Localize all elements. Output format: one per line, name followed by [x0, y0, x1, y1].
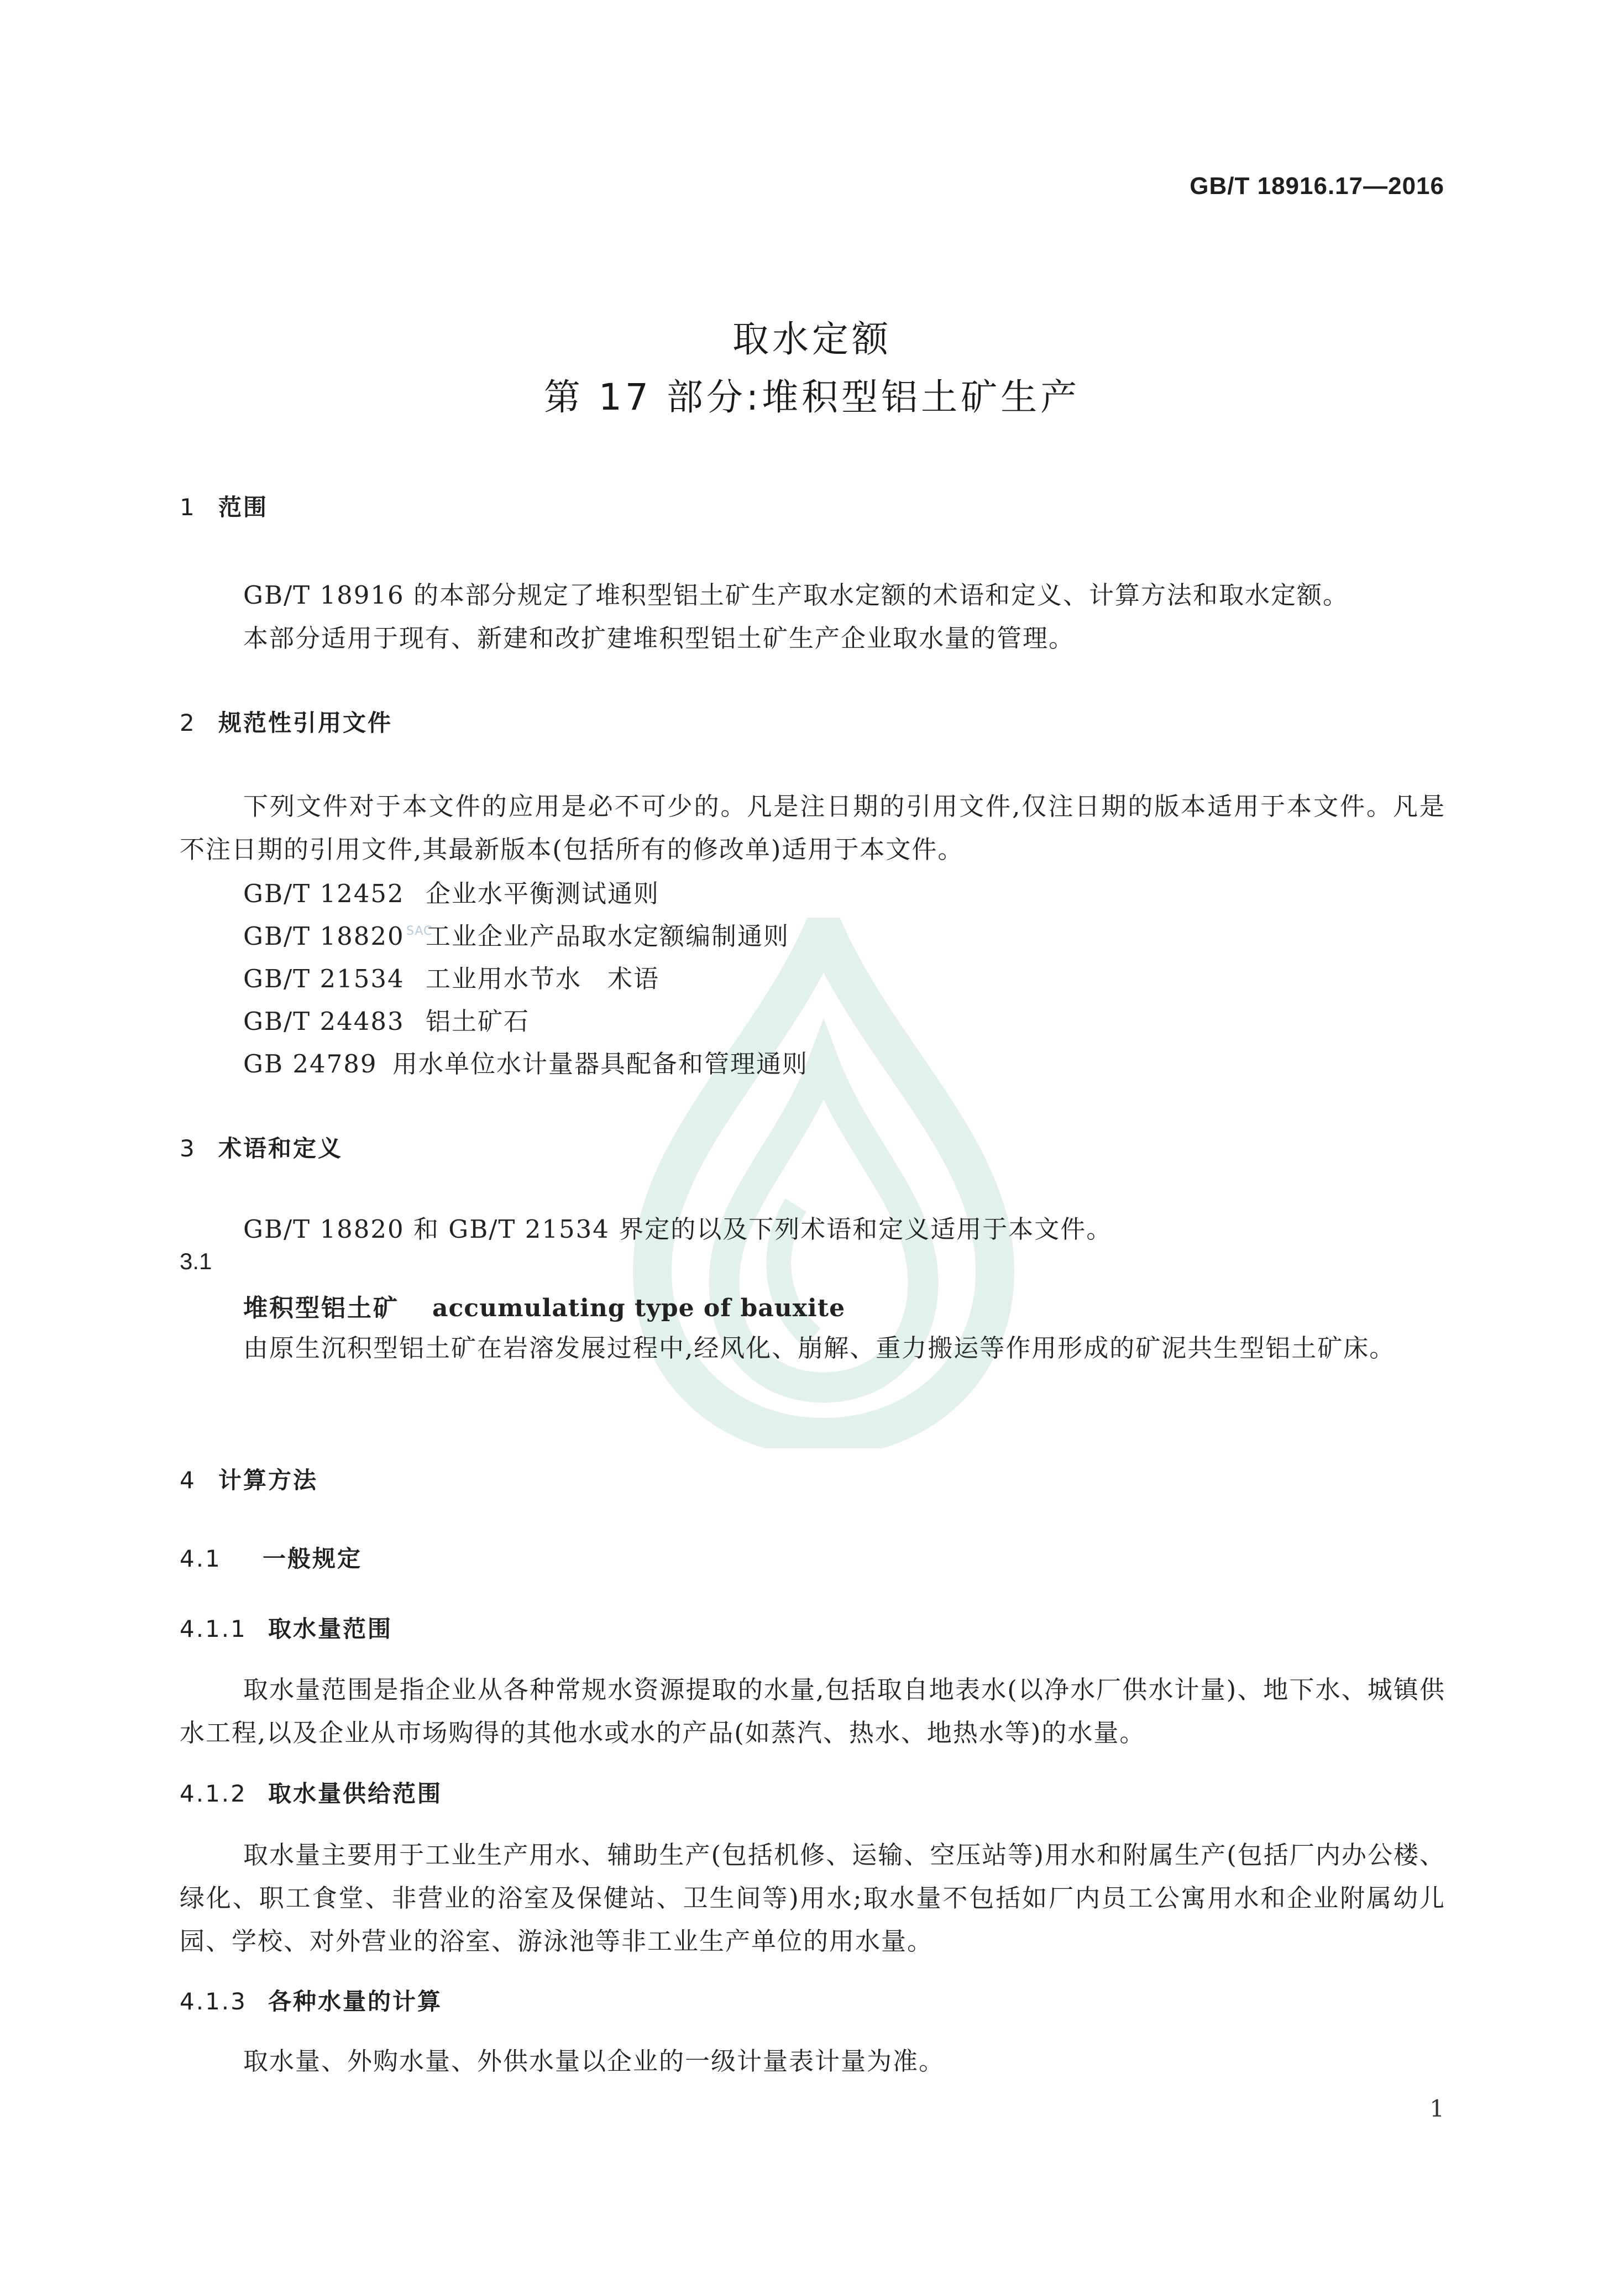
- standard-code: GB/T 18916.17—2016: [1190, 172, 1444, 200]
- section-number: 2: [180, 709, 196, 736]
- reference-item: [243, 1044, 808, 1080]
- section-number: 4.1.2: [180, 1780, 247, 1807]
- reference-item: [243, 1001, 530, 1037]
- section-4-1-3-heading: [180, 1983, 442, 2017]
- section-4-1-1-paragraph: 取水量范围是指企业从各种常规水资源提取的水量,包括取自地表水(以净水厂供水计量)、地下水、城镇供水工程,以及企业从市场购得的其他水或水的产品(如蒸汽、热水、地热水等)的水量。: [180, 1675, 1445, 1747]
- document-subtitle: 第 17 部分:堆积型铝土矿生产: [543, 376, 1081, 418]
- reference-code: GB/T 21534: [243, 964, 405, 993]
- section-title: 计算方法: [218, 1467, 318, 1494]
- section-number: 1: [180, 494, 196, 521]
- section-number: 4: [180, 1467, 196, 1494]
- section-4-1-3-paragraph: 取水量、外购水量、外供水量以企业的一级计量表计量为准。: [243, 2046, 945, 2076]
- section-4-1-2-heading: [180, 1776, 442, 1809]
- section-title: 取水量供给范围: [268, 1780, 443, 1807]
- term-english: accumulating type of bauxite: [432, 1294, 846, 1322]
- reference-title: 铝土矿石: [426, 1007, 530, 1036]
- reference-item: [243, 916, 789, 952]
- section-title: 规范性引用文件: [218, 709, 393, 736]
- section-4-1-heading: [180, 1541, 362, 1574]
- section-1-paragraph-2: 本部分适用于现有、新建和改扩建堆积型铝土矿生产企业取水量的管理。: [243, 624, 1075, 653]
- reference-code: GB/T 18820: [243, 922, 405, 951]
- section-1-paragraph-1: GB/T 18916 的本部分规定了堆积型铝土矿生产取水定额的术语和定义、计算方法和取水定额。: [243, 580, 1349, 610]
- section-2-heading: [180, 705, 392, 738]
- section-3-paragraph: GB/T 18820 和 GB/T 21534 界定的以及下列术语和定义适用于本文件。: [243, 1214, 1113, 1244]
- section-title: 术语和定义: [218, 1135, 343, 1162]
- section-1-heading: [180, 489, 268, 522]
- section-4-heading: [180, 1462, 318, 1495]
- section-number: 4.1.1: [180, 1615, 247, 1642]
- reference-code: GB 24789: [243, 1049, 378, 1079]
- reference-item: [243, 873, 659, 909]
- section-4-1-1-heading: [180, 1611, 392, 1644]
- reference-item: [243, 959, 659, 994]
- section-number: 4.1.3: [180, 1988, 247, 2015]
- term: [243, 1288, 845, 1323]
- section-title: 各种水量的计算: [268, 1988, 443, 2015]
- term-definition: 由原生沉积型铝土矿在岩溶发展过程中,经风化、崩解、重力搬运等作用形成的矿泥共生型铝土矿床。: [243, 1333, 1396, 1363]
- section-number: 4.1: [180, 1545, 222, 1572]
- section-2-paragraph: 下列文件对于本文件的应用是必不可少的。凡是注日期的引用文件,仅注日期的版本适用于本文件。凡是不注日期的引用文件,其最新版本(包括所有的修改单)适用于本文件。: [180, 792, 1445, 864]
- term-number: 3.1: [180, 1248, 212, 1274]
- reference-code: GB/T 12452: [243, 879, 405, 908]
- section-title: 一般规定: [263, 1545, 363, 1572]
- section-title: 取水量范围: [268, 1615, 393, 1642]
- sac-stamp: SAC: [406, 924, 433, 938]
- section-3-heading: [180, 1130, 343, 1164]
- section-4-1-2-paragraph: 取水量主要用于工业生产用水、辅助生产(包括机修、运输、空压站等)用水和附属生产(包括厂内办公楼、绿化、职工食堂、非营业的浴室及保健站、卫生间等)用水;取水量不包括如厂内员工公寓用水和企业附属幼儿园、学校、对外营业的浴室、游泳池等非工业生产单位的用水量。: [180, 1840, 1446, 1956]
- reference-title: 工业用水节水 术语: [426, 964, 660, 993]
- section-number: 3: [180, 1135, 196, 1162]
- page-number: 1: [1429, 2095, 1444, 2122]
- reference-title: 企业水平衡测试通则: [426, 879, 660, 908]
- section-title: 范围: [218, 494, 269, 521]
- term-chinese: 堆积型铝土矿: [243, 1294, 399, 1322]
- reference-code: GB/T 24483: [243, 1007, 405, 1036]
- document-title: 取水定额: [732, 318, 892, 360]
- reference-title: 工业企业产品取水定额编制通则: [426, 922, 790, 951]
- reference-title: 用水单位水计量器具配备和管理通则: [392, 1049, 809, 1079]
